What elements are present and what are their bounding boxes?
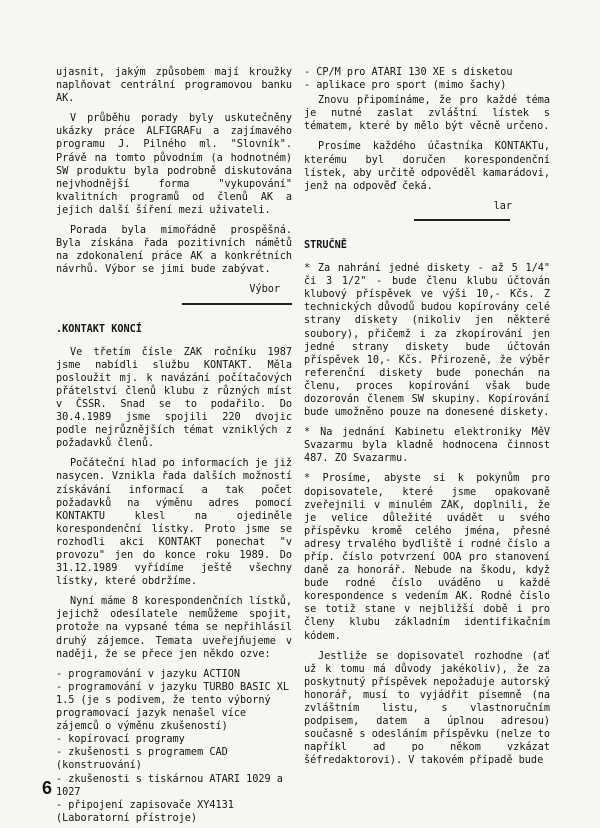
reminder-paragraph: Znovu připomínáme, že pro každé téma je nutné zaslat zvláštní lístek s tématem, které by mělo být věcně určeno.: [304, 95, 550, 133]
left-column: [56, 66, 292, 825]
section-divider: [414, 219, 510, 221]
topic-item: - programování v jazyku TURBO BASIC XL 1.5 (je s podivem, že tento výborný programovací jazyk nenašel více zájemců o výměnu zkušeností): [56, 681, 290, 733]
kontakt-paragraph-1: Ve třetím čísle ZAK ročníku 1987 jsme nabídli službu KONTAKT. Měla posloužit mj. k navázání počítačových přátelství členů klubu z různých míst v ČSSR. Snad se to podařilo. Do 30.4.1989 jsme spojili 220 dvojic podle nejrůznějších témat vzniklých z požadavků členů.: [56, 346, 292, 450]
right-column: [304, 66, 550, 775]
section-divider: [182, 303, 292, 305]
strucne-item-1: * Za nahrání jedné diskety - až 5 1/4" či 3 1/2" - bude členu klubu účtován klubový příspěvek ve výši 10,- Kčs. Z technických důvodů budou kopírovány celé strany diskety (nikoliv jen některé soubory), přičemž i za zkopírování jen jedné strany diskety bude účtován příspěvek 10,- Kčs. Přirozeně, že výběr referenční diskety bude ponechán na členu, proces kopírování však bude dozorován členem SW skupiny. Kopírování bude umožněno pouze na donesené diskety.: [304, 263, 550, 419]
kontakt-paragraph-3: Nyní máme 8 korespondenčních lístků, jejichž odesílatele nemůžeme spojit, protože na vypsané téma se nepřihlásil druhý zájemce. Temata uveřejňujeme v naději, že se přece jen někdo ozve:: [56, 596, 292, 660]
topic-item: - CP/M pro ATARI 130 XE s disketou: [304, 67, 513, 78]
topic-item: - připojení zapisovače XY4131 (Laboratorní přístroje): [56, 799, 234, 824]
topic-item: - programování v jazyku ACTION: [56, 668, 241, 680]
topic-item: - zkušenosti s programem CAD (konstruování): [56, 747, 228, 772]
topic-list-continued: [304, 66, 550, 92]
topic-list: [56, 668, 292, 825]
section-title-strucne: STRUČNĚ: [304, 239, 347, 251]
topic-item: - kopírovací programy: [56, 734, 185, 746]
topic-item: - zkušenosti s tiskárnou ATARI 1029 a 1027: [56, 773, 283, 798]
strucne-item-4: Jestliže se dopisovatel rozhodne (ať už k tomu má důvody jakékoliv), že za poskytnutý příspěvek nepožaduje autorský honorář, musí to vyjádřit písemně (na zvláštním listu, s vlastnoručním podpisem, datem a úplnou adresou) současně s odesláním příspěvku (nelze to napříkl ad po někom vzkázat šéfredaktorovi). V takovém případě bude: [304, 650, 550, 767]
signature-lar: lar: [493, 200, 512, 212]
page-number: 6: [42, 778, 53, 798]
kontakt-paragraph-2: Počáteční hlad po informacích je již nasycen. Vznikla řada dalších možností získávání informací a tak počet požadavků na výměnu adres pomocí KONTAKTU klesl na ojediněle korespondenční lístky. Proto jsme se rozhodli akci KONTAKT ponechat "v provozu" jen do konce roku 1989. Do 31.12.1989 vyřídíme ještě všechny lístky, které obdržíme.: [56, 458, 292, 588]
request-paragraph: Prosíme každého účastníka KONTAKTu, kterému byl doručen korespondenční lístek, aby určitě odpověděl kamarádovi, jenž na odpověď čeká.: [304, 141, 550, 192]
section-title-kontakt: .KONTAKT KONCÍ: [56, 323, 142, 335]
meeting-paragraph: V průběhu porady byly uskutečněny ukázky práce ALFIGRAFu a zajímavého programu J. Pilného ml. "Slovník". Právě na tomto původním (a hodnotném) SW produktu byla podrobně diskutována nejvhodnější forma "vykupování" kvalitních programů od členů AK a jejich další šíření mezi uživateli.: [56, 113, 292, 216]
signature-vybor: Výbor: [249, 284, 280, 296]
meeting-summary-paragraph: Porada byla mimořádně prospěšná. Byla získána řada pozitivních námětů na zdokonalení práce AK a konkrétních návrhů. Výbor se jimi bude zabývat.: [56, 225, 292, 276]
strucne-item-3: * Prosíme, abyste si k pokynům pro dopisovatele, které jsme opakovaně zveřejnili v minulém ZAK, doplnili, že je velice důležité uvádět u svého příspěvku kromě celého jména, přesné adresy trvalého bydliště i rodné číslo a příp. číslo potvrzení OOA pro stanovení daně za honorář. Nebude na škodu, když bude rodné číslo uváděno u každé korespondence s vedením AK. Rodné číslo se totiž stane v nejbližší době i pro členy klubu základním identifikačním kódem.: [304, 473, 550, 642]
intro-paragraph: ujasnit, jakým způsobem mají kroužky naplňovat centrální programovou banku AK.: [56, 67, 292, 105]
topic-item: - aplikace pro sport (mimo šachy): [304, 80, 507, 92]
strucne-item-2: * Na jednání Kabinetu elektroniky MěV Svazarmu byla kladně hodnocena činnost 487. ZO Svazarmu.: [304, 427, 550, 465]
